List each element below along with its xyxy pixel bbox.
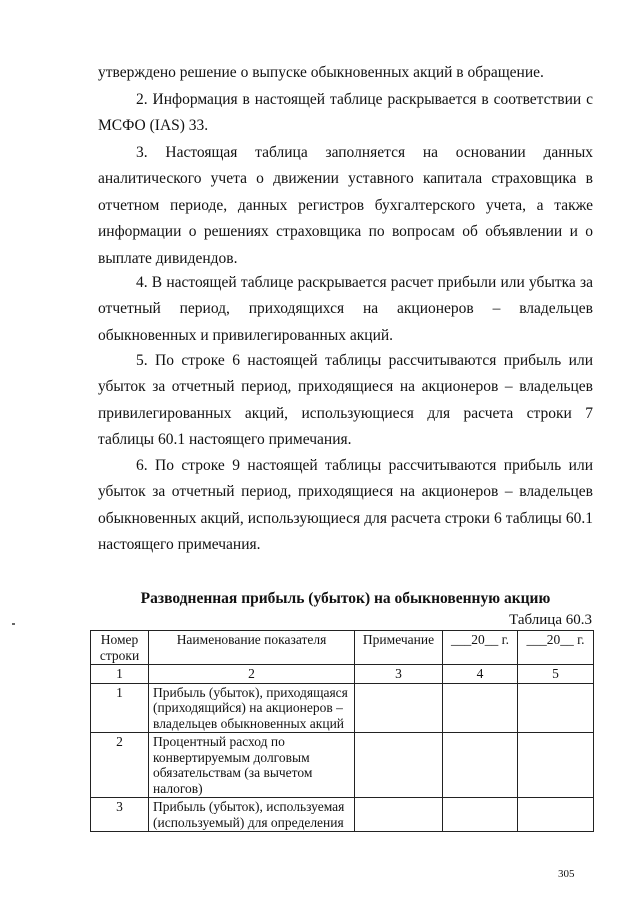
table-row [91,798,594,832]
page-number: 305 [558,868,575,880]
column-number: 2 [149,665,355,684]
column-number: 4 [443,665,518,684]
paragraph-5: 5. По строке 6 настоящей таблицы рассчитываются прибыль или убыток за отчетный период, приходящиеся на акционеров – владельцев привилегированных акций, использующиеся для расчета строки 7 таблицы 60.1 настоящего примечания. [98,352,593,449]
paragraph-3: 3. Настоящая таблица заполняется на основании данных аналитического учета о движении уставного капитала страховщика в отчетном периоде, данных регистров бухгалтерского учета, а также информации о решениях страховщика по вопросам об объявлении и о выплате дивидендов. [98,144,593,267]
row-note-cell [355,798,443,832]
row-number: 2 [91,733,149,798]
table-header-row [91,631,594,665]
table-number: Таблица 60.3 [509,612,592,628]
row-value-cell [443,733,518,798]
table-heading: Разводненная прибыль (убыток) на обыкновенную акцию [140,590,551,607]
row-number: 1 [91,683,149,733]
header-year-1: ___20__ г. [443,631,518,665]
column-number-row [91,665,594,684]
row-note-cell [355,733,443,798]
header-indicator-name: Наименование показателя [149,631,355,665]
header-note: Примечание [355,631,443,665]
row-value-cell [518,733,594,798]
header-row-number: Номер строки [91,631,149,665]
row-indicator-name: Прибыль (убыток), используемая (используемый) для определения [149,798,355,832]
column-number: 1 [91,665,149,684]
paragraph-4: 4. В настоящей таблице раскрывается расчет прибыли или убытка за отчетный период, приходящихся на акционеров – владельцев обыкновенных и привилегированных акций. [98,274,593,344]
row-number: 3 [91,798,149,832]
scan-speck [12,623,15,625]
column-number: 5 [518,665,594,684]
row-indicator-name: Прибыль (убыток), приходящаяся (приходящийся) на акционеров – владельцев обыкновенных акций [149,683,355,733]
table-row [91,733,594,798]
paragraph-continuation: утверждено решение о выпуске обыкновенных акций в обращение. [98,64,544,81]
paragraph-2: 2. Информация в настоящей таблице раскрывается в соответствии с МСФО (IAS) 33. [98,91,593,135]
row-indicator-name: Процентный расход по конвертируемым долговым обязательствам (за вычетом налогов) [149,733,355,798]
paragraph-6: 6. По строке 9 настоящей таблицы рассчитываются прибыль или убыток за отчетный период, приходящиеся на акционеров – владельцев обыкновенных акций, использующиеся для расчета строки 6 таблицы 60.1 настоящего примечания. [98,457,593,554]
row-value-cell [443,798,518,832]
row-value-cell [443,683,518,733]
column-number: 3 [355,665,443,684]
row-value-cell [518,798,594,832]
row-value-cell [518,683,594,733]
table-row [91,683,594,733]
row-note-cell [355,683,443,733]
header-year-2: ___20__ г. [518,631,594,665]
eps-table [90,630,594,832]
